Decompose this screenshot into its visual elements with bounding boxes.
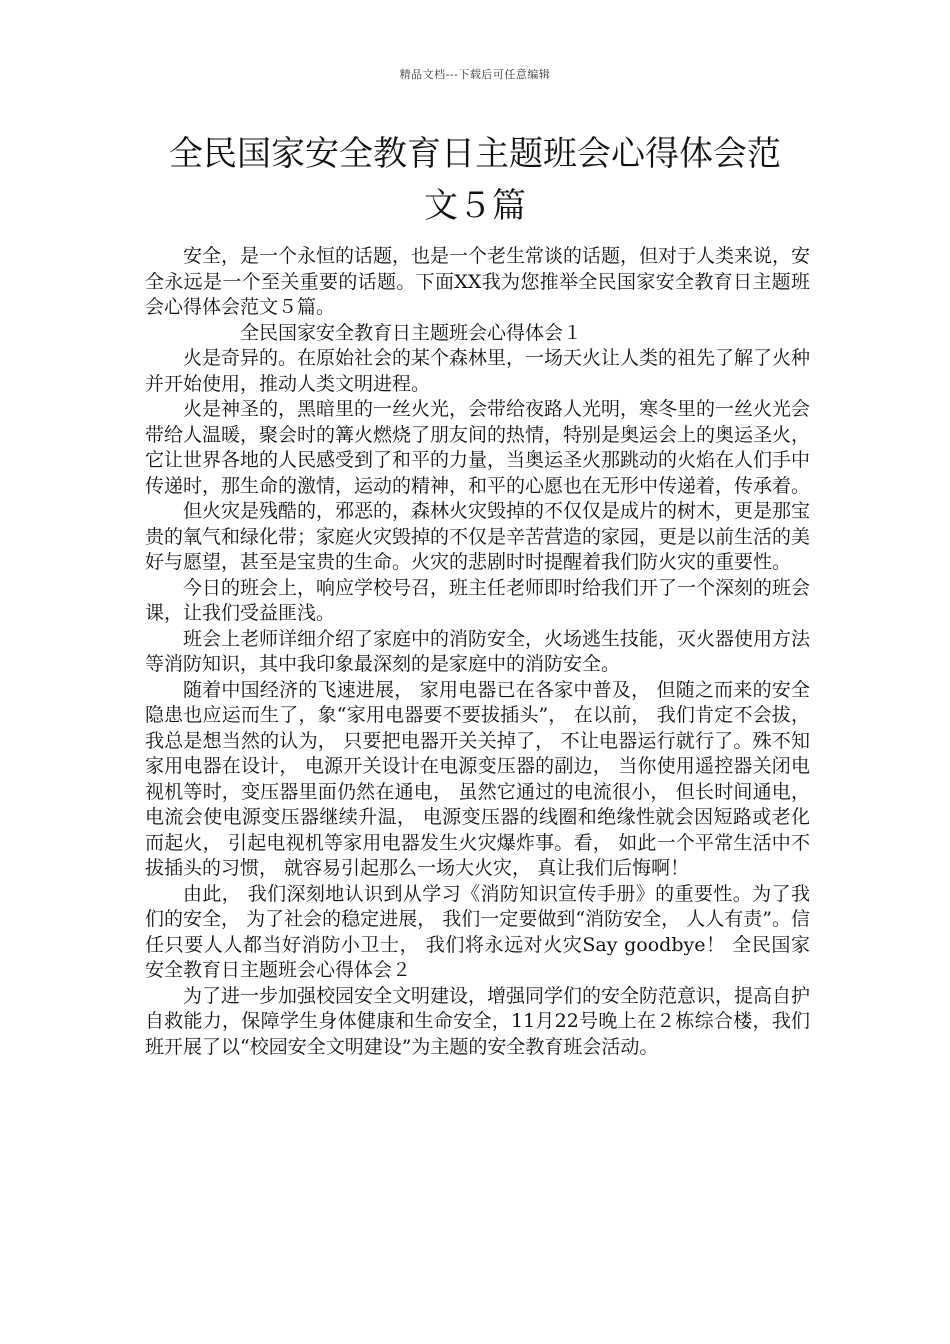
body-paragraph: 由此， 我们深刻地认识到从学习《消防知识宣传手册》的重要性。为了我们的安全， 为了社会的稳定进展， 我们一定要做到“消防安全， 人人有责”。信任只要人人都当好消防小卫士， 我们将永远对火灾Say goodbye！ 全民国家安全教育日主题班会心得体会２ (145, 882, 810, 981)
body-paragraph: 班会上老师详细介绍了家庭中的消防安全，火场逃生技能，灭火器使用方法等消防知识，其中我印象最深刻的是家庭中的消防安全。 (145, 627, 811, 675)
body-paragraph: 随着中国经济的飞速进展， 家用电器已在各家中普及， 但随之而来的安全隐患也应运而生了，象“家用电器要不要拔插头”， 在以前， 我们肯定不会拔， 我总是想当然的认为， 只要把电器开关关掉了， 不让电器运行就行了。殊不知家用电器在设计， 电源开关设计在电源变压器的副边， 当你使用遥控器关闭电视机等时，变压器里面仍然在通电， 虽然它通过的电流很小， 但长时间通电， 电流会使电源变压器继续升温， 电源变压器的线圈和绝缘性就会因短路或老化而起火， 引起电视机等家用电器发生火灾爆炸事。看， 如此一个平常生活中不拔插头的习惯， 就容易引起那么一场大火灾， 真让我们后悔啊！ (145, 678, 810, 879)
title-line-2: 文５篇 (424, 186, 526, 226)
document-body (145, 244, 810, 1060)
body-paragraph: 火是神圣的，黑暗里的一丝火光，会带给夜路人光明，寒冬里的一丝火光会带给人温暖，聚会时的篝火燃烧了朋友间的热情，特别是奥运会上的奥运圣火，它让世界各地的人民感受到了和平的力量，当奥运圣火那跳动的火焰在人们手中传递时，那生命的激情，运动的精神，和平的心愿也在无形中传递着，传承着。 (145, 398, 811, 497)
section-heading-1: 全民国家安全教育日主题班会心得体会１ (240, 321, 583, 344)
body-paragraph: 但火灾是残酷的，邪恶的，森林火灾毁掉的不仅仅是成片的树木，更是那宝贵的氧气和绿化带；家庭火灾毁掉的不仅是辛苦营造的家园，更是以前生活的美好与愿望，甚至是宝贵的生命。火灾的悲剧时时提醒着我们防火灾的重要性。 (145, 500, 811, 573)
page-header: 精品文档---下载后可任意编辑 (399, 68, 551, 81)
document-title (150, 128, 800, 232)
body-paragraph: 火是奇异的。在原始社会的某个森林里，一场天火让人类的祖先了解了火种并开始使用，推动人类文明进程。 (145, 347, 811, 395)
intro-paragraph: 安全，是一个永恒的话题，也是一个老生常谈的话题，但对于人类来说，安全永远是一个至关重要的话题。下面XX我为您推举全民国家安全教育日主题班会心得体会范文５篇。 (145, 245, 811, 318)
body-paragraph: 为了进一步加强校园安全文明建设，增强同学们的安全防范意识，提高自护自救能力，保障学生身体健康和生命安全，11月22号晚上在２栋综合楼，我们班开展了以“校园安全文明建设”为主题的安全教育班会活动。 (145, 984, 811, 1058)
body-paragraph: 今日的班会上，响应学校号召，班主任老师即时给我们开了一个深刻的班会课，让我们受益匪浅。 (145, 576, 811, 624)
title-line-1: 全民国家安全教育日主题班会心得体会范 (169, 134, 781, 174)
